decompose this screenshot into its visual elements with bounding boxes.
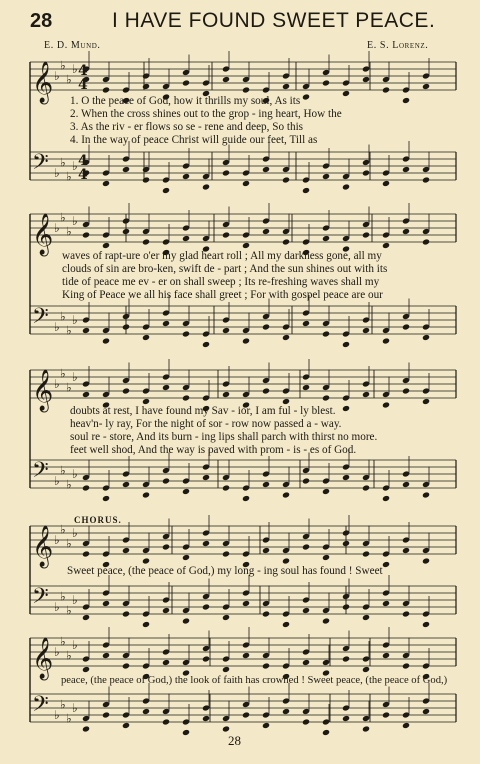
note-head	[182, 729, 190, 736]
note-head	[82, 484, 90, 491]
note-head	[282, 621, 290, 628]
note-head	[322, 173, 330, 180]
note-head	[302, 320, 310, 327]
note-head	[282, 708, 290, 715]
lyric-line: 2. When the cross shines out to the grop - ing heart, How the	[70, 108, 342, 120]
note-head	[282, 176, 290, 183]
note-head	[102, 180, 110, 187]
note-head	[122, 228, 130, 235]
note-head	[282, 557, 290, 564]
bass-clef: 𝄢	[32, 692, 49, 722]
bass-clef: 𝄢	[32, 584, 49, 614]
flat-sign: ♭	[72, 214, 78, 228]
note-head	[262, 166, 270, 173]
note-head	[282, 334, 290, 341]
note-head	[302, 607, 310, 614]
note-head	[122, 481, 130, 488]
flat-sign: ♭	[54, 166, 60, 180]
note-head	[82, 666, 90, 673]
note-head	[182, 617, 190, 624]
note-head	[102, 652, 110, 659]
note-head	[242, 600, 250, 607]
note-head	[102, 86, 110, 93]
note-head	[162, 187, 170, 194]
lyric-line: 4. In the way of peace Christ will guide our feet, Till as	[70, 134, 318, 146]
flat-sign: ♭	[66, 380, 72, 395]
note-head	[102, 337, 110, 344]
note-head	[362, 725, 370, 732]
lyric-line: clouds of sin are bro-ken, swift de - part ; And the sun shines out with its	[62, 263, 388, 275]
note-head	[242, 180, 250, 187]
note-head	[362, 550, 370, 557]
flat-sign: ♭	[66, 603, 72, 618]
note-head	[142, 491, 150, 498]
note-head	[322, 330, 330, 337]
flat-sign: ♭	[54, 377, 60, 391]
note-head	[222, 76, 230, 83]
note-head	[162, 659, 170, 666]
note-head	[322, 235, 330, 242]
composer-credit: E. S. Lorenz.	[367, 40, 429, 51]
hymn-title: I HAVE FOUND SWEET PEACE.	[112, 9, 436, 32]
note-head	[262, 610, 270, 617]
note-head	[382, 600, 390, 607]
note-head	[82, 391, 90, 398]
note-head	[162, 477, 170, 484]
flat-sign: ♭	[54, 708, 60, 722]
note-head	[202, 603, 210, 610]
lyric-line: heav'n- ly ray, For the night of sor - row now passed a - way.	[70, 418, 342, 430]
flat-sign: ♭	[54, 320, 60, 334]
note-head	[342, 540, 350, 547]
note-head	[402, 387, 410, 394]
note-head	[182, 394, 190, 401]
note-head	[382, 711, 390, 718]
flat-sign: ♭	[66, 224, 72, 239]
note-head	[222, 169, 230, 176]
note-head	[82, 725, 90, 732]
bass-clef: 𝄢	[32, 304, 49, 334]
flat-sign: ♭	[72, 370, 78, 384]
note-head	[242, 86, 250, 93]
note-head	[102, 242, 110, 249]
treble-clef: 𝄞	[32, 214, 54, 255]
hymn-number: 28	[30, 10, 53, 32]
note-head	[182, 330, 190, 337]
note-head	[262, 547, 270, 554]
note-head	[362, 484, 370, 491]
note-head	[182, 173, 190, 180]
flat-sign: ♭	[54, 474, 60, 488]
note-head	[222, 550, 230, 557]
note-head	[102, 711, 110, 718]
flat-sign: ♭	[60, 210, 66, 225]
note-head	[282, 491, 290, 498]
time-signature: 4	[78, 153, 88, 169]
note-head	[282, 238, 290, 245]
note-head	[162, 384, 170, 391]
note-head	[342, 405, 350, 412]
lyricist-credit: E. D. Mund.	[44, 40, 101, 51]
note-head	[262, 323, 270, 330]
note-head	[422, 83, 430, 90]
note-head	[362, 614, 370, 621]
flat-sign: ♭	[54, 600, 60, 614]
note-head	[422, 491, 430, 498]
note-head	[242, 337, 250, 344]
note-head	[422, 238, 430, 245]
note-head	[222, 327, 230, 334]
note-head	[202, 474, 210, 481]
lyric-line: 3. As the riv - er flows so se - rene and deep, So this	[70, 121, 304, 133]
note-head	[402, 610, 410, 617]
note-head	[222, 725, 230, 732]
note-head	[362, 391, 370, 398]
note-head	[322, 617, 330, 624]
note-head	[102, 495, 110, 502]
note-head	[142, 557, 150, 564]
note-head	[342, 90, 350, 97]
flat-sign: ♭	[54, 533, 60, 547]
note-head	[322, 554, 330, 561]
note-head	[82, 231, 90, 238]
note-head	[342, 715, 350, 722]
lyric-line: King of Peace we all his face shall greet ; For with gospel peace are our	[62, 289, 383, 301]
note-head	[402, 481, 410, 488]
flat-sign: ♭	[72, 467, 78, 481]
note-head	[282, 398, 290, 405]
note-head	[142, 708, 150, 715]
flat-sign: ♭	[60, 309, 66, 324]
note-head	[202, 341, 210, 348]
flat-sign: ♭	[66, 169, 72, 184]
flat-sign: ♭	[66, 323, 72, 338]
note-head	[262, 662, 270, 669]
note-head	[302, 187, 310, 194]
note-head	[222, 484, 230, 491]
note-head	[142, 238, 150, 245]
lyric-line: soul re - store, And its burn - ing lips shall parch with thirst no more.	[70, 431, 378, 443]
note-head	[402, 662, 410, 669]
note-head	[122, 722, 130, 729]
note-head	[302, 477, 310, 484]
note-head	[142, 334, 150, 341]
lyric-line: 1. O the peace of God, how it thrills my soul, As its	[70, 95, 301, 107]
flat-sign: ♭	[72, 526, 78, 540]
note-head	[122, 610, 130, 617]
note-head	[222, 231, 230, 238]
note-head	[182, 554, 190, 561]
lyric-line: peace, (the peace of God,) the look of faith has crowned ! Sweet peace, (the peace of God,)	[61, 675, 448, 686]
note-head	[342, 183, 350, 190]
note-head	[382, 652, 390, 659]
flat-sign: ♭	[72, 593, 78, 607]
lyric-line: doubts at rest, I have found my Sav - ior, I am ful - ly blest.	[70, 405, 336, 417]
treble-clef: 𝄞	[32, 526, 54, 567]
note-head	[202, 655, 210, 662]
note-head	[202, 715, 210, 722]
note-head	[342, 341, 350, 348]
note-head	[322, 79, 330, 86]
note-head	[242, 711, 250, 718]
note-head	[182, 235, 190, 242]
note-head	[322, 394, 330, 401]
time-signature: 4	[78, 77, 88, 93]
page-number: 28	[228, 733, 241, 748]
note-head	[82, 614, 90, 621]
flat-sign: ♭	[60, 155, 66, 170]
flat-sign: ♭	[66, 711, 72, 726]
note-head	[402, 722, 410, 729]
note-head	[202, 540, 210, 547]
lyric-line: tide of peace me ev - er on shall sweep ; Its re-freshing waves shall my	[62, 276, 380, 288]
note-head	[82, 327, 90, 334]
note-head	[382, 337, 390, 344]
lyric-line: feet well shod, And the way is paved with prom - is - es of God.	[70, 444, 357, 456]
lyric-line: waves of rapt-ure o'er my glad heart roll ; All my darkness gone, all my	[62, 250, 382, 262]
note-head	[382, 495, 390, 502]
note-head	[122, 662, 130, 669]
flat-sign: ♭	[60, 697, 66, 712]
note-head	[322, 729, 330, 736]
flat-sign: ♭	[72, 638, 78, 652]
note-head	[402, 547, 410, 554]
note-head	[162, 320, 170, 327]
note-head	[382, 180, 390, 187]
note-head	[362, 231, 370, 238]
note-head	[402, 323, 410, 330]
note-head	[422, 708, 430, 715]
note-head	[382, 242, 390, 249]
note-head	[422, 398, 430, 405]
note-head	[262, 387, 270, 394]
note-head	[262, 481, 270, 488]
note-head	[122, 323, 130, 330]
note-head	[222, 614, 230, 621]
note-head	[342, 474, 350, 481]
note-head	[422, 176, 430, 183]
note-head	[362, 169, 370, 176]
treble-clef: 𝄞	[32, 638, 54, 679]
note-head	[362, 76, 370, 83]
note-head	[302, 718, 310, 725]
note-head	[82, 550, 90, 557]
note-head	[222, 391, 230, 398]
note-head	[262, 228, 270, 235]
flat-sign: ♭	[60, 58, 66, 73]
note-head	[242, 242, 250, 249]
note-head	[302, 543, 310, 550]
note-head	[302, 659, 310, 666]
note-head	[142, 176, 150, 183]
note-head	[102, 600, 110, 607]
flat-sign: ♭	[54, 69, 60, 83]
note-head	[382, 561, 390, 568]
flat-sign: ♭	[66, 648, 72, 663]
note-head	[122, 387, 130, 394]
flat-sign: ♭	[72, 313, 78, 327]
flat-sign: ♭	[60, 366, 66, 381]
note-head	[142, 398, 150, 405]
note-head	[402, 97, 410, 104]
note-head	[122, 166, 130, 173]
flat-sign: ♭	[54, 645, 60, 659]
flat-sign: ♭	[60, 589, 66, 604]
note-head	[142, 83, 150, 90]
note-head	[342, 603, 350, 610]
flat-sign: ♭	[72, 159, 78, 173]
note-head	[162, 607, 170, 614]
flat-sign: ♭	[66, 536, 72, 551]
note-head	[202, 183, 210, 190]
flat-sign: ♭	[72, 62, 78, 76]
note-head	[342, 655, 350, 662]
note-head	[302, 384, 310, 391]
note-head	[362, 327, 370, 334]
note-head	[282, 83, 290, 90]
note-head	[162, 543, 170, 550]
note-head	[182, 79, 190, 86]
note-head	[262, 722, 270, 729]
note-head	[382, 401, 390, 408]
note-head	[162, 718, 170, 725]
note-head	[422, 334, 430, 341]
note-head	[422, 557, 430, 564]
time-signature: 4	[78, 167, 88, 183]
flat-sign: ♭	[60, 463, 66, 478]
note-head	[402, 228, 410, 235]
note-head	[422, 621, 430, 628]
treble-clef: 𝄞	[32, 370, 54, 411]
bass-clef: 𝄢	[32, 458, 49, 488]
note-head	[382, 86, 390, 93]
flat-sign: ♭	[60, 634, 66, 649]
note-head	[322, 488, 330, 495]
chorus-label: CHORUS.	[74, 515, 122, 525]
flat-sign: ♭	[66, 477, 72, 492]
time-signature: 4	[78, 63, 88, 79]
bass-clef: 𝄢	[32, 150, 49, 180]
flat-sign: ♭	[72, 701, 78, 715]
note-head	[122, 547, 130, 554]
note-head	[242, 495, 250, 502]
treble-clef: 𝄞	[32, 62, 54, 103]
note-head	[402, 166, 410, 173]
note-head	[142, 621, 150, 628]
flat-sign: ♭	[60, 522, 66, 537]
note-head	[222, 666, 230, 673]
lyric-line: Sweet peace, (the peace of God,) my long - ing soul has found ! Sweet	[67, 565, 383, 577]
note-head	[242, 652, 250, 659]
flat-sign: ♭	[54, 221, 60, 235]
note-head	[182, 488, 190, 495]
note-head	[362, 666, 370, 673]
note-head	[302, 93, 310, 100]
flat-sign: ♭	[66, 72, 72, 87]
